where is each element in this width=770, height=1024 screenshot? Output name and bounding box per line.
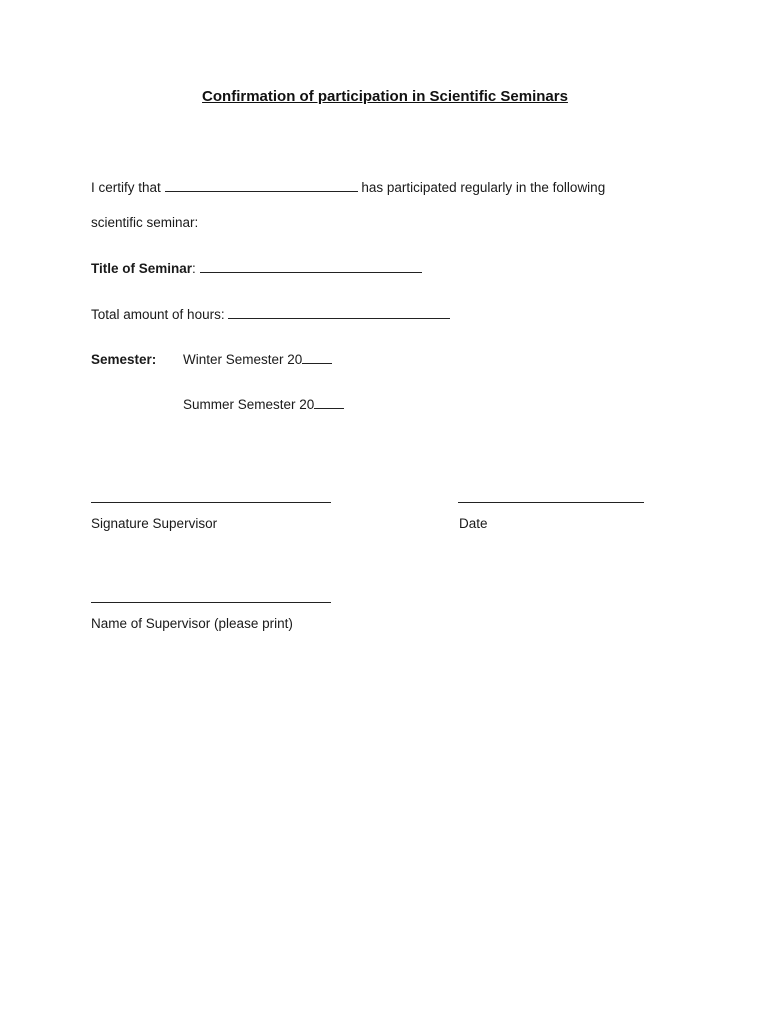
supervisor-signature-caption: Signature Supervisor [91, 516, 218, 531]
hours-line [91, 307, 450, 322]
winter-semester-line [183, 352, 332, 367]
seminar-title-label: Title of Seminar [91, 261, 193, 276]
certify-line [91, 180, 605, 195]
winter-semester-year-blank[interactable] [302, 352, 332, 364]
semester-label: Semester: [91, 352, 157, 367]
supervisor-name-line[interactable] [91, 602, 331, 603]
seminar-title-blank[interactable] [200, 261, 422, 273]
certify-continuation: scientific seminar: [91, 215, 199, 230]
summer-semester-year-blank[interactable] [314, 397, 344, 409]
seminar-title-line [91, 261, 422, 276]
date-line[interactable] [458, 502, 644, 503]
certify-prefix: I certify that [91, 180, 161, 195]
certify-suffix: has participated regularly in the following [361, 180, 606, 195]
seminar-title-colon: : [192, 261, 196, 276]
participant-name-blank[interactable] [165, 180, 358, 192]
summer-semester-label: Summer Semester 20 [183, 397, 315, 412]
summer-semester-line [183, 397, 344, 412]
hours-blank[interactable] [228, 307, 450, 319]
supervisor-name-caption: Name of Supervisor (please print) [91, 616, 293, 631]
winter-semester-label: Winter Semester 20 [183, 352, 303, 367]
date-caption: Date [459, 516, 488, 531]
supervisor-signature-line[interactable] [91, 502, 331, 503]
page-title: Confirmation of participation in Scientific Seminars [202, 88, 568, 105]
hours-label: Total amount of hours: [91, 307, 225, 322]
